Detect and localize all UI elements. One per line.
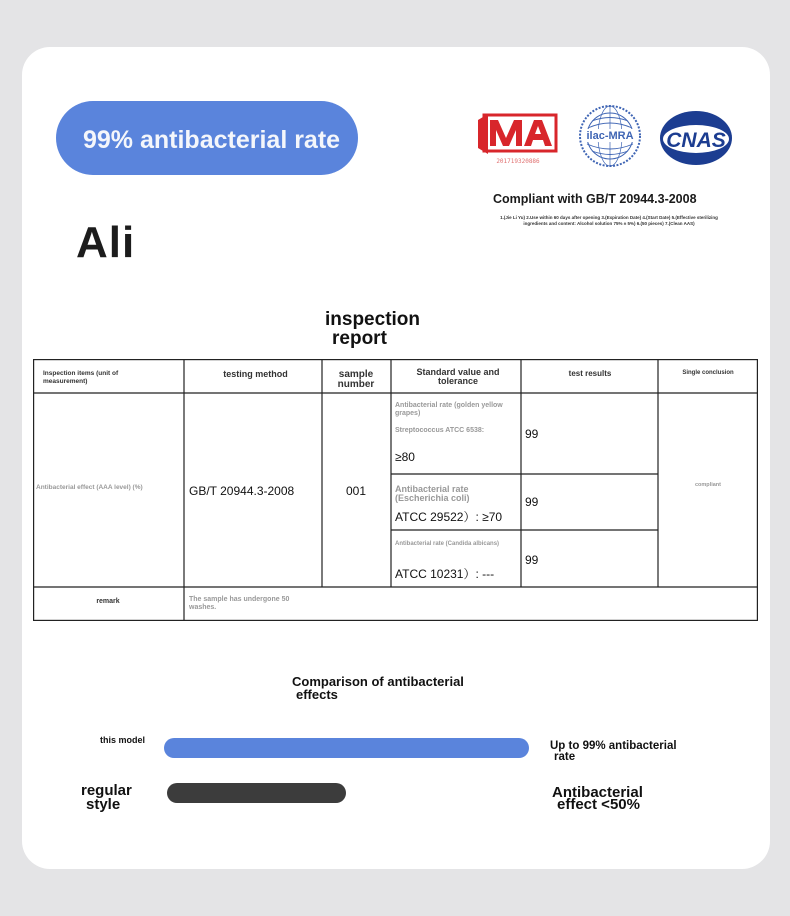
standard-row3-line1: Antibacterial rate (Candida albicans)	[395, 541, 500, 547]
result-row2: 99	[525, 495, 539, 509]
header-standard-value: Standard value and tolerance	[416, 367, 500, 386]
header-testing-method: testing method	[223, 369, 288, 379]
standard-row2-value: ATCC 29522）: ≥70	[395, 510, 503, 524]
this-model-result-line1: Up to 99% antibacterial	[550, 740, 677, 752]
cma-number: 201719320886	[496, 158, 540, 165]
report-title-line1: inspection	[325, 309, 421, 330]
testing-method: GB/T 20944.3-2008	[189, 484, 295, 498]
regular-style-label-line2: style	[86, 796, 121, 813]
ilac-label: ilac-MRA	[586, 130, 634, 142]
cma-logo-icon	[474, 110, 564, 166]
header-sample-number: sample number	[337, 369, 375, 390]
regular-style-label	[81, 784, 132, 812]
header-single-conclusion: Single conclusion	[682, 370, 734, 376]
report-title-line2: report	[332, 328, 387, 349]
report-title	[325, 310, 465, 348]
inspection-item: Antibacterial effect (AAA level) (%)	[36, 484, 143, 491]
conclusion-value: compliant	[695, 482, 721, 488]
this-model-bar	[164, 738, 529, 758]
cnas-logo-icon	[656, 108, 736, 168]
regular-style-result-line1: Antibacterial	[552, 784, 643, 801]
comparison-title-line1: Comparison of antibacterial	[292, 674, 464, 689]
standard-row2-line1: Antibacterial rate (Escherichia coli)	[395, 484, 470, 503]
ilac-mra-logo-icon	[578, 104, 642, 168]
comparison-title	[292, 675, 512, 701]
regular-style-result	[552, 784, 643, 813]
standard-row1-line2: Streptococcus ATCC 6538:	[395, 427, 485, 434]
result-row3: 99	[525, 553, 539, 567]
regular-style-bar	[167, 783, 346, 803]
header-inspection-items: Inspection items (unit of measurement)	[43, 370, 119, 385]
antibacterial-rate-badge	[56, 101, 358, 175]
standard-row3-value: ATCC 10231）: ---	[395, 567, 495, 581]
remark-label: remark	[96, 598, 120, 605]
product-fine-print: 1.(Jie Li Yu) 2.Use within 60 days after opening 3.(Expiration Date) 4.(Start Date) 5.(Effective sterilizing ingredients and content: Alcohol solution 75% ± 5%) 6.(50 pieces) 7.(Clean AAS)	[500, 215, 718, 226]
this-model-result	[550, 741, 677, 763]
result-row1: 99	[525, 427, 539, 441]
regular-style-label-line1: regular	[81, 782, 132, 799]
this-model-result-line2: rate	[554, 751, 576, 763]
badge-text: 99% antibacterial rate	[83, 126, 341, 154]
this-model-label: this model	[100, 735, 146, 745]
remark-text: The sample has undergone 50 washes.	[189, 596, 290, 611]
comparison-title-line2: effects	[296, 687, 338, 702]
inspection-table	[33, 359, 758, 621]
sample-number: 001	[346, 484, 367, 498]
standard-row1-value: ≥80	[395, 450, 415, 464]
header-test-results: test results	[568, 369, 612, 378]
cnas-label: CNAS	[666, 129, 726, 152]
standard-row1-line1: Antibacterial rate (golden yellow grapes)	[395, 402, 503, 417]
brand-name: Ali	[76, 218, 136, 267]
compliance-statement: Compliant with GB/T 20944.3-2008	[493, 192, 697, 206]
regular-style-result-line2: effect <50%	[557, 796, 640, 813]
